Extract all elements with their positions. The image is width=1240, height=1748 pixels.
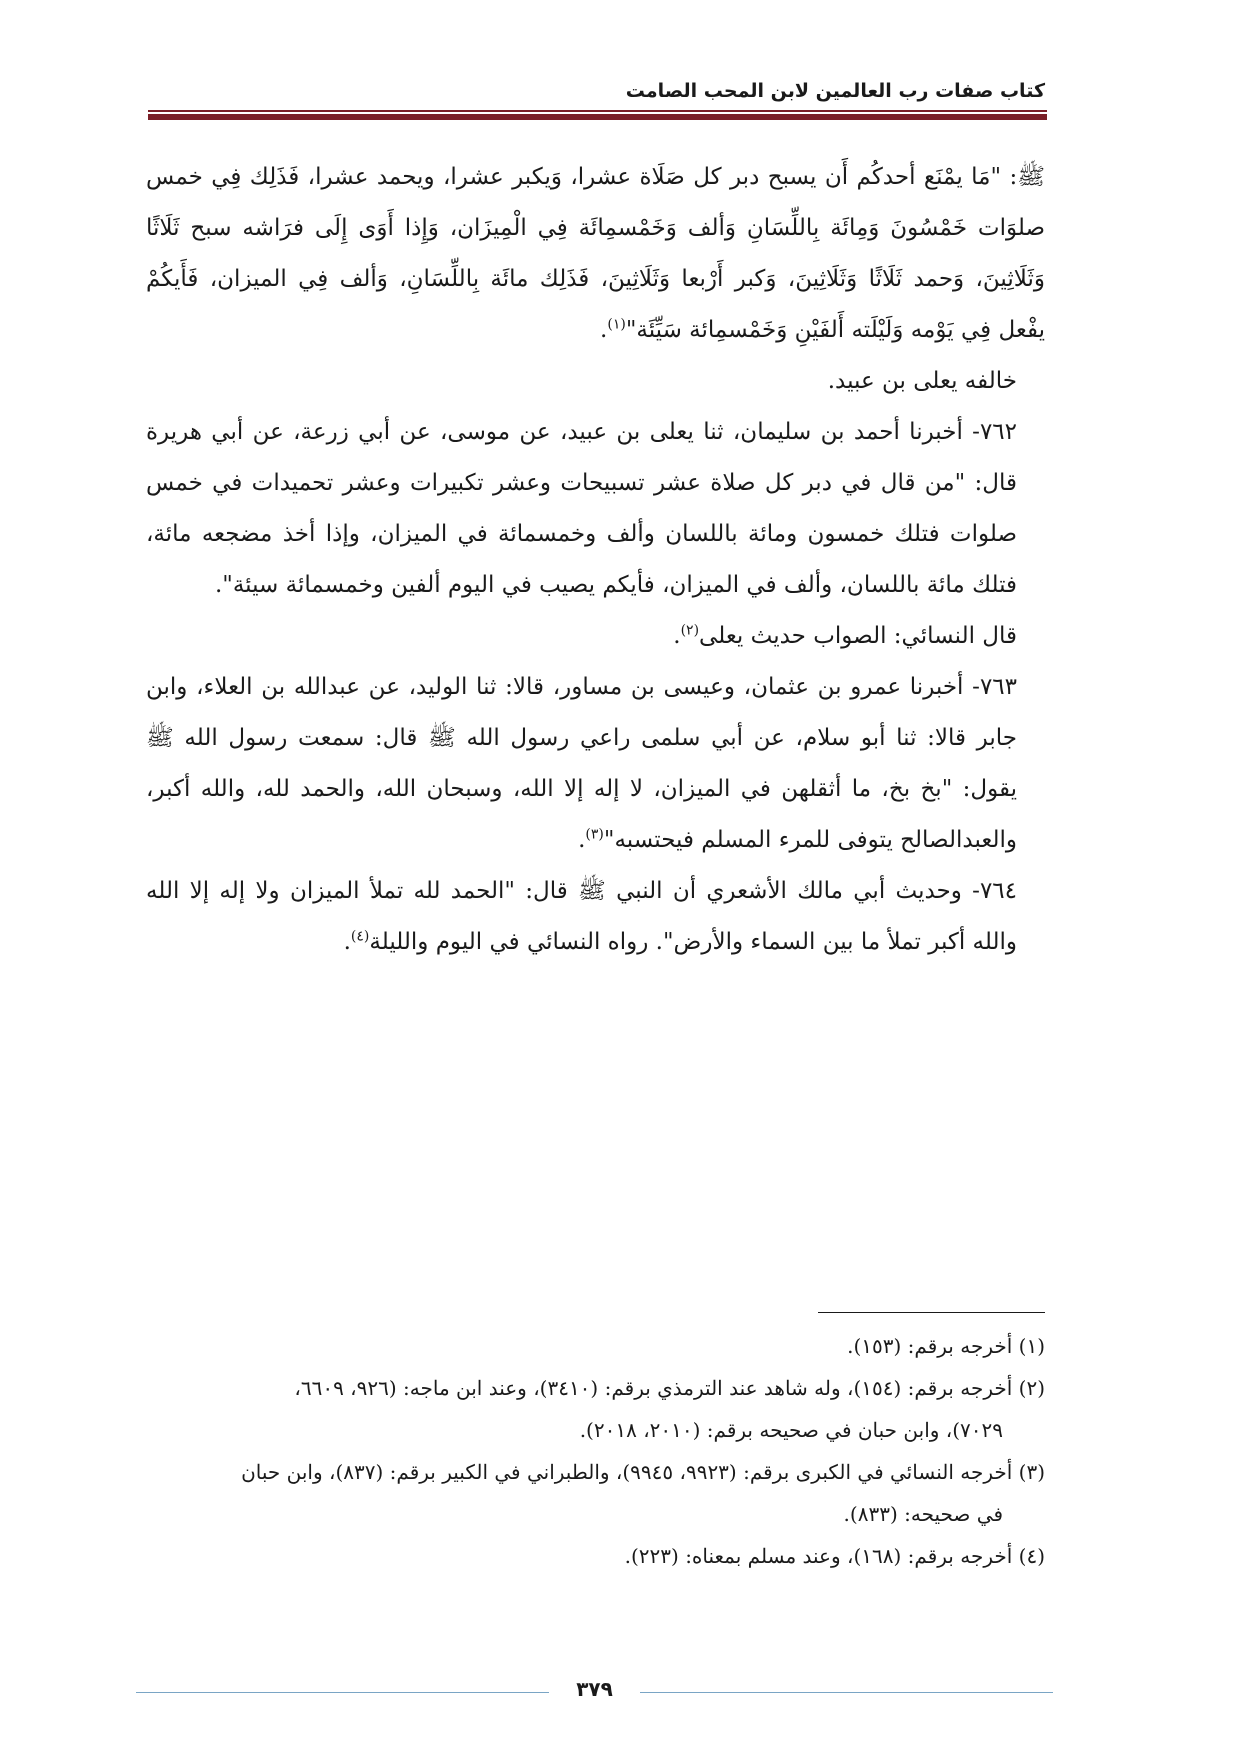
page-number: ٣٧٩	[576, 1677, 613, 1701]
footnote-ref-2[interactable]: (٢)	[680, 622, 700, 639]
header-rule-thin	[148, 110, 1047, 112]
header-rule-thick	[148, 114, 1047, 120]
paragraph-hadith-764	[146, 866, 1045, 968]
footnote-3-line-2: في صحيحه: (٨٣٣).	[843, 1502, 1003, 1526]
footnote-separator	[818, 1312, 1045, 1313]
paragraph-end: .	[600, 317, 608, 343]
paragraph-end: .	[673, 623, 681, 649]
paragraph-khalafahu: خالفه يعلى بن عبيد.	[827, 368, 1017, 394]
paragraph-text: ٧٦٤- وحديث أبي مالك الأشعري أن النبي ﷺ قال: "الحمد لله تملأ الميزان ولا إله إلا الله والله أكبر تملأ ما بين السماء والأرض". رواه النسائي في اليوم والليلة	[146, 878, 1017, 955]
paragraph-end: .	[578, 827, 586, 853]
footnote-2-line-1: (٢) أخرجه برقم: (١٥٤)، وله شاهد عند الترمذي برقم: (٣٤١٠)، وعند ابن ماجه: (٩٢٦، ٦٦٠٩،	[294, 1376, 1045, 1400]
footnote-2-line-2: ٧٠٢٩)، وابن حبان في صحيحه برقم: (٢٠١٠، ٢٠١٨).	[579, 1418, 1003, 1442]
footnote-ref-3[interactable]: (٣)	[585, 826, 604, 843]
paragraph-text: قال النسائي: الصواب حديث يعلى	[699, 623, 1017, 649]
paragraph-nasai-comment	[146, 611, 1045, 662]
paragraph-text: ﷺ: "مَا يمْنَع أحدكُم أَن يسبح دبر كل صَلَاة عشرا، وَيكبر عشرا، ويحمد عشرا، فَذَلِك فِي خمس صلوَات خَمْسُونَ وَمِائَة بِاللِّسَانِ وَألف وَخَمْسمِائَة فِي الْمِيزَان، وَإِذا أَوَى إِلَى فرَاشه سبح ثَلَاثًا وَثَلَاثِينَ، وَحمد ثَلَاثًا وَثَلَاثِينَ، وَكبر أَرْبعا وَثَلَاثِينَ، فَذَلِك مائَة بِاللِّسَانِ، وَألف فِي الميزان، فَأَيكُمْ يفْعل فِي يَوْمه وَلَيْلَته أَلفَيْنِ وَخَمْسمِائة سَيِّئَة"	[146, 164, 1045, 343]
running-header-title: كتاب صفات رب العالمين لابن المحب الصامت	[625, 80, 1045, 102]
paragraph-end: .	[343, 929, 351, 955]
paragraph-hadith-continuation	[146, 152, 1045, 356]
paragraph-hadith-763	[146, 662, 1045, 866]
paragraph-hadith-762: ٧٦٢- أخبرنا أحمد بن سليمان، ثنا يعلى بن عبيد، عن موسى، عن أبي زرعة، عن أبي هريرة قال: "من قال في دبر كل صلاة عشر تسبيحات وعشر تكبيرات وعشر تحميدات في خمس صلوات فتلك خمسون ومائة باللسان وألف وخمسمائة في الميزان، وإذا أخذ مضجعه مائة، فتلك مائة باللسان، وألف في الميزان، فأيكم يصيب في اليوم ألفين وخمسمائة سيئة".	[146, 419, 1017, 598]
paragraph-text: ٧٦٣- أخبرنا عمرو بن عثمان، وعيسى بن مساور، قالا: ثنا الوليد، عن عبدالله بن العلاء، وابن جابر قالا: ثنا أبو سلام، عن أبي سلمى راعي رسول الله ﷺ قال: سمعت رسول الله ﷺ يقول: "بخ بخ، ما أثقلهن في الميزان، لا إله إلا الله، وسبحان الله، والحمد لله، والله أكبر، والعبدالصالح يتوفى للمرء المسلم فيحتسبه"	[146, 674, 1017, 853]
main-text	[146, 152, 1045, 968]
footnote-4: (٤) أخرجه برقم: (١٦٨)، وعند مسلم بمعناه: (٢٢٣).	[624, 1544, 1045, 1568]
footnote-ref-4[interactable]: (٤)	[350, 928, 370, 945]
footnote-ref-1[interactable]: (١)	[607, 316, 626, 333]
footnote-3-line-1: (٣) أخرجه النسائي في الكبرى برقم: (٩٩٢٣، ٩٩٤٥)، والطبراني في الكبير برقم: (٨٣٧)، وابن حبان	[241, 1460, 1045, 1484]
footer-rule-right	[640, 1692, 1053, 1693]
footnote-1: (١) أخرجه برقم: (١٥٣).	[847, 1334, 1045, 1358]
footnotes	[146, 1325, 1045, 1577]
footer-rule-left	[136, 1692, 549, 1693]
